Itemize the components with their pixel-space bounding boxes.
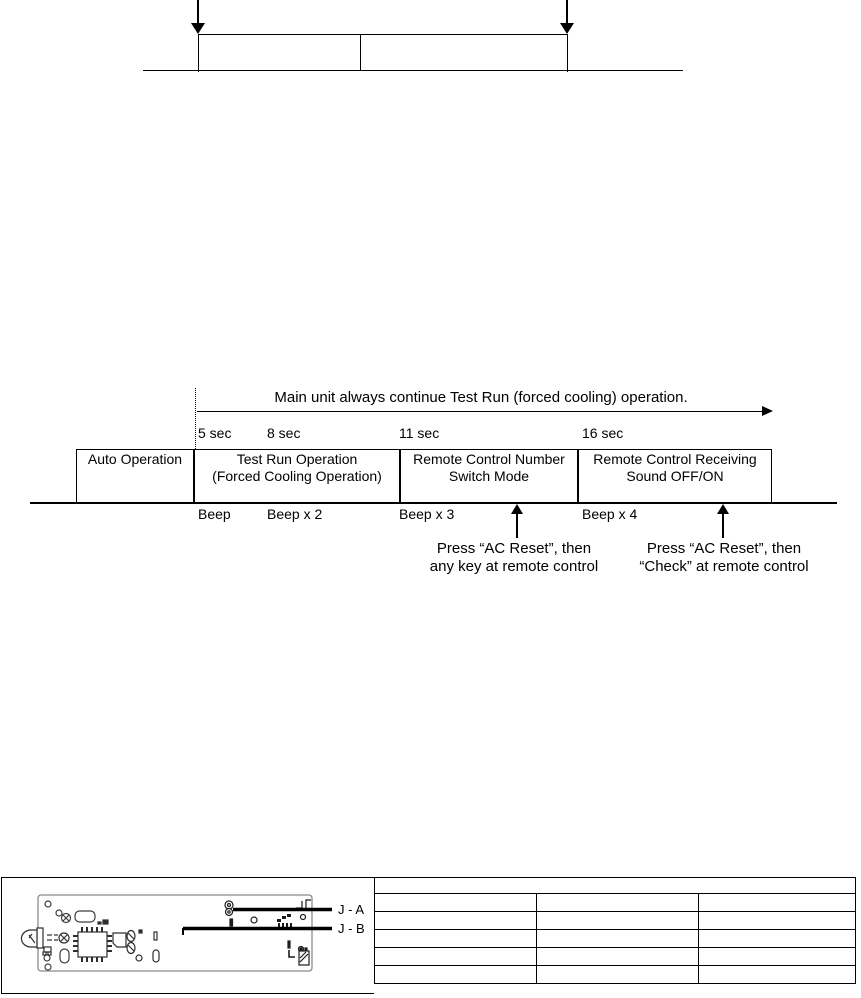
duration-arrow: [197, 411, 763, 412]
annotation-ac-reset-any-key: [430, 540, 598, 577]
table-cell: [537, 930, 699, 948]
start-marker-dotted-line: [195, 388, 196, 449]
beep-label-3: Beep x 3: [399, 506, 455, 522]
phase-label: Remote Control Receiving: [593, 451, 757, 467]
time-label-8sec: 8 sec: [267, 425, 301, 441]
annotation-line: Press “AC Reset”, then: [436, 540, 592, 557]
phase-box-receiving-sound: [578, 449, 772, 503]
down-arrow-icon: [560, 23, 574, 34]
table-cell: [375, 894, 537, 912]
table-cell: [537, 966, 699, 984]
table-cell: [699, 948, 856, 966]
table-cell: [699, 966, 856, 984]
timeline-baseline: [30, 502, 837, 504]
ic-chip: [73, 927, 112, 962]
phase-label: Remote Control Number: [413, 451, 565, 467]
time-label-5sec: 5 sec: [198, 425, 232, 441]
beep-label-4: Beep x 4: [582, 506, 638, 522]
table-cell: [375, 966, 537, 984]
time-label-16sec: 16 sec: [582, 425, 624, 441]
up-arrow-icon: [516, 512, 518, 538]
top-timeline-box: [198, 34, 568, 72]
timing-diagram-title: Main unit always continue Test Run (forced cooling) operation.: [274, 389, 688, 406]
top-timeline-baseline: [143, 70, 683, 71]
time-label-11sec: 11 sec: [399, 425, 440, 441]
top-timeline-divider: [360, 34, 361, 71]
jumper-b-tick: [182, 928, 184, 935]
annotation-line: Press “AC Reset”, then: [646, 540, 802, 557]
table-title-cell: [375, 878, 856, 894]
table-cell: [699, 912, 856, 930]
table-cell: [537, 912, 699, 930]
table-row: [375, 948, 856, 966]
table-cell: [537, 948, 699, 966]
annotation-line: “Check” at remote control: [639, 558, 809, 576]
phase-label: Auto Operation: [87, 451, 183, 467]
table-cell: [537, 894, 699, 912]
phase-box-test-run: [194, 449, 400, 503]
table-row: [375, 930, 856, 948]
right-arrow-icon: [762, 406, 773, 416]
table-title-row: [375, 878, 856, 894]
jumper-setting-table: [374, 877, 856, 984]
annotation-ac-reset-check: [639, 540, 808, 577]
phase-box-auto-operation: [76, 449, 194, 503]
pcb-figure-panel: [1, 877, 374, 994]
table-cell: [375, 948, 537, 966]
phase-label: Switch Mode: [448, 468, 530, 485]
phase-box-remote-number-switch: [400, 449, 578, 503]
table-cell: [699, 930, 856, 948]
beep-label-1: Beep: [198, 506, 231, 522]
table-row: [375, 912, 856, 930]
down-arrow-icon: [191, 23, 205, 34]
table-cell: [699, 894, 856, 912]
table-cell: [375, 912, 537, 930]
up-arrow-icon: [722, 512, 724, 538]
table-row: [375, 894, 856, 912]
table-row: [375, 966, 856, 984]
phase-label: Test Run Operation: [236, 451, 358, 467]
phase-label: (Forced Cooling Operation): [212, 468, 382, 485]
phase-label: Sound OFF/ON: [626, 468, 724, 485]
jumper-b-label: J - B: [338, 921, 365, 936]
annotation-line: any key at remote control: [429, 558, 599, 576]
jumper-a-label: J - A: [338, 902, 365, 917]
table-cell: [375, 930, 537, 948]
pcb-drawing: [2, 878, 373, 992]
beep-label-2: Beep x 2: [267, 506, 323, 522]
